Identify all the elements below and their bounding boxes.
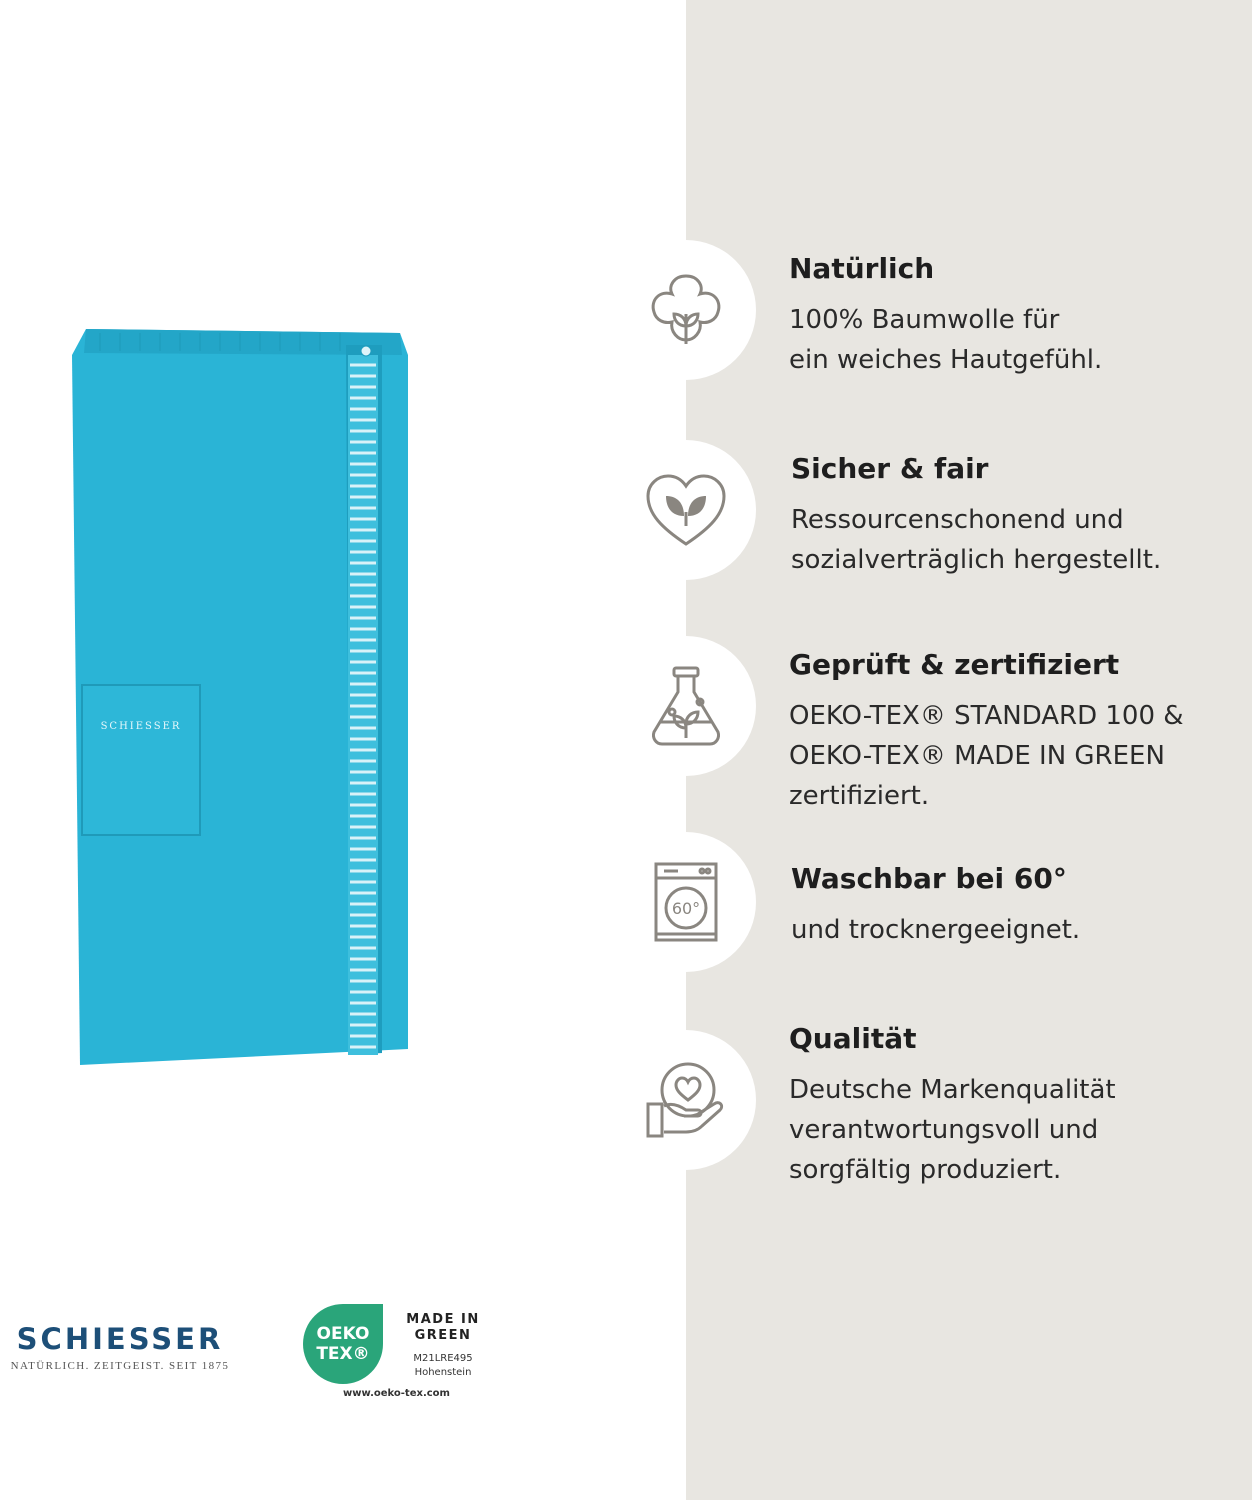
- heart-leaf-icon: [642, 466, 730, 554]
- feature-title: Geprüft & zertifiziert: [789, 648, 1120, 681]
- lab-flask-icon: [642, 662, 730, 750]
- feature-description: und trocknergeeignet.: [791, 915, 1081, 945]
- oeko-badge-line2: TEX®: [316, 1344, 370, 1364]
- schiesser-logo: [0, 1322, 240, 1372]
- feature-description: OEKO-TEX® STANDARD 100 & OEKO-TEX® MADE IN GREEN zertifiziert.: [789, 701, 1184, 811]
- washing-machine-icon: [642, 858, 730, 946]
- icon-circle: [616, 440, 756, 580]
- icon-circle: [616, 1030, 756, 1170]
- icon-circle: [616, 636, 756, 776]
- icon-circle: [616, 240, 756, 380]
- made-in-green-line1: MADE IN: [406, 1312, 480, 1327]
- striped-border: [348, 355, 378, 1055]
- hand-heart-icon: [642, 1056, 730, 1144]
- feature-title: Qualität: [789, 1022, 917, 1055]
- towel-wrap-image: [60, 325, 420, 1075]
- icon-circle: [616, 832, 756, 972]
- pocket-brand-label: SCHIESSER: [100, 721, 182, 732]
- feature-title: Natürlich: [789, 252, 935, 285]
- temperature-label: 60°: [671, 899, 701, 918]
- feature-title: Waschbar bei 60°: [791, 862, 1067, 895]
- brand-name: SCHIESSER: [16, 1322, 224, 1356]
- made-in-green-line2: GREEN: [414, 1328, 472, 1343]
- oeko-tex-url: www.oeko-tex.com: [343, 1388, 450, 1399]
- feature-description: Deutsche Markenqualität verantwortungsvoll und sorgfältig produziert.: [789, 1075, 1116, 1185]
- towel-pocket: [82, 685, 200, 835]
- feature-description: Ressourcenschonend und sozialverträglich hergestellt.: [791, 505, 1162, 575]
- feature-title: Sicher & fair: [791, 452, 989, 485]
- certificate-institute: Hohenstein: [414, 1367, 472, 1378]
- oeko-tex-logo: [303, 1304, 493, 1404]
- certificate-code: M21LRE495: [413, 1353, 473, 1364]
- oeko-badge-line1: OEKO: [316, 1324, 370, 1344]
- feature-description: 100% Baumwolle für ein weiches Hautgefühl.: [789, 305, 1103, 375]
- cotton-flower-icon: [642, 266, 730, 354]
- oeko-tex-badge: [303, 1304, 383, 1384]
- brand-tagline: NATÜRLICH. ZEITGEIST. SEIT 1875: [10, 1360, 230, 1372]
